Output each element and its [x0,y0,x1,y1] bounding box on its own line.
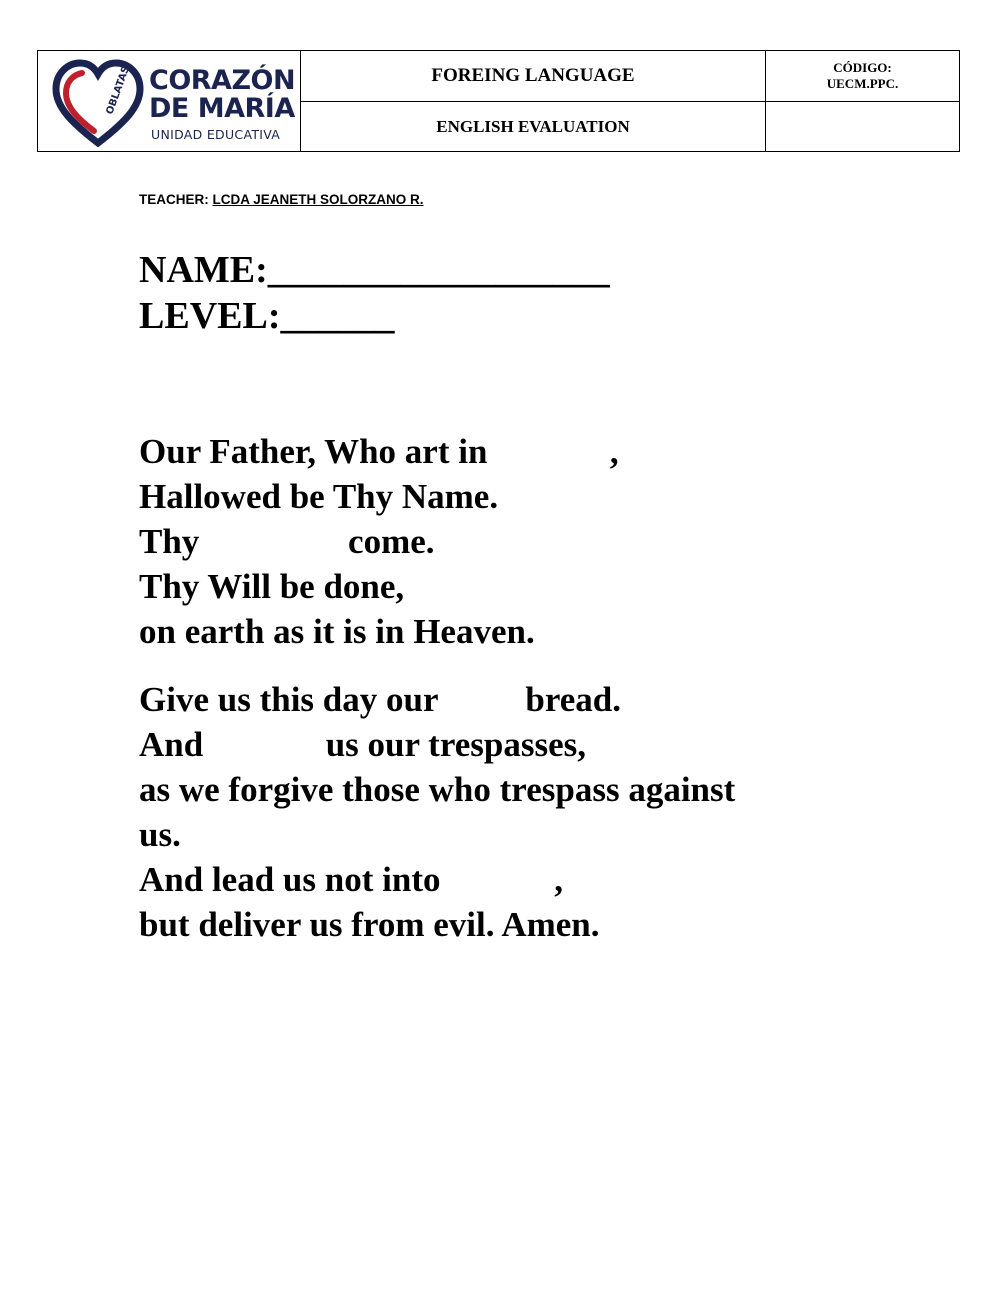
logo-line2: DE MARÍA [149,93,295,124]
prayer-line: us. [139,815,181,854]
prayer-line: And us our trespasses, [139,725,586,764]
prayer-line: Thy Will be done, [139,567,405,606]
school-logo [52,57,297,147]
prayer-line: as we forgive those who trespass against [139,770,736,809]
prayer-line: Thy come. [139,522,435,561]
logo-mark-text: OBLATAS [104,64,133,117]
prayer-line: Our Father, Who art in , [139,432,619,471]
logo-line1: CORAZÓN [149,65,296,96]
prayer-line: on earth as it is in Heaven. [139,612,535,651]
code-value: UECM.PPC. [826,76,899,91]
evaluation-title: ENGLISH EVALUATION [436,117,630,136]
logo-brand [149,67,295,123]
name-field[interactable]: NAME:__________________ [139,249,610,291]
teacher-line [139,192,424,207]
header-table [37,50,960,152]
teacher-label: TEACHER: [139,192,213,207]
heart-logo-icon [52,57,144,147]
prayer-line: but deliver us from evil. Amen. [139,905,600,944]
code-label: CÓDIGO: [833,60,892,75]
teacher-name: LCDA JEANETH SOLORZANO R. [212,192,424,207]
code-cell [766,51,959,101]
prayer-line: Give us this day our bread. [139,680,621,719]
level-field[interactable]: LEVEL:______ [139,295,395,337]
empty-cell [766,102,959,152]
prayer-line: And lead us not into , [139,860,563,899]
subject-title: FOREING LANGUAGE [431,65,635,86]
prayer-line: Hallowed be Thy Name. [139,477,499,516]
logo-subtitle: UNIDAD EDUCATIVA [151,127,281,142]
